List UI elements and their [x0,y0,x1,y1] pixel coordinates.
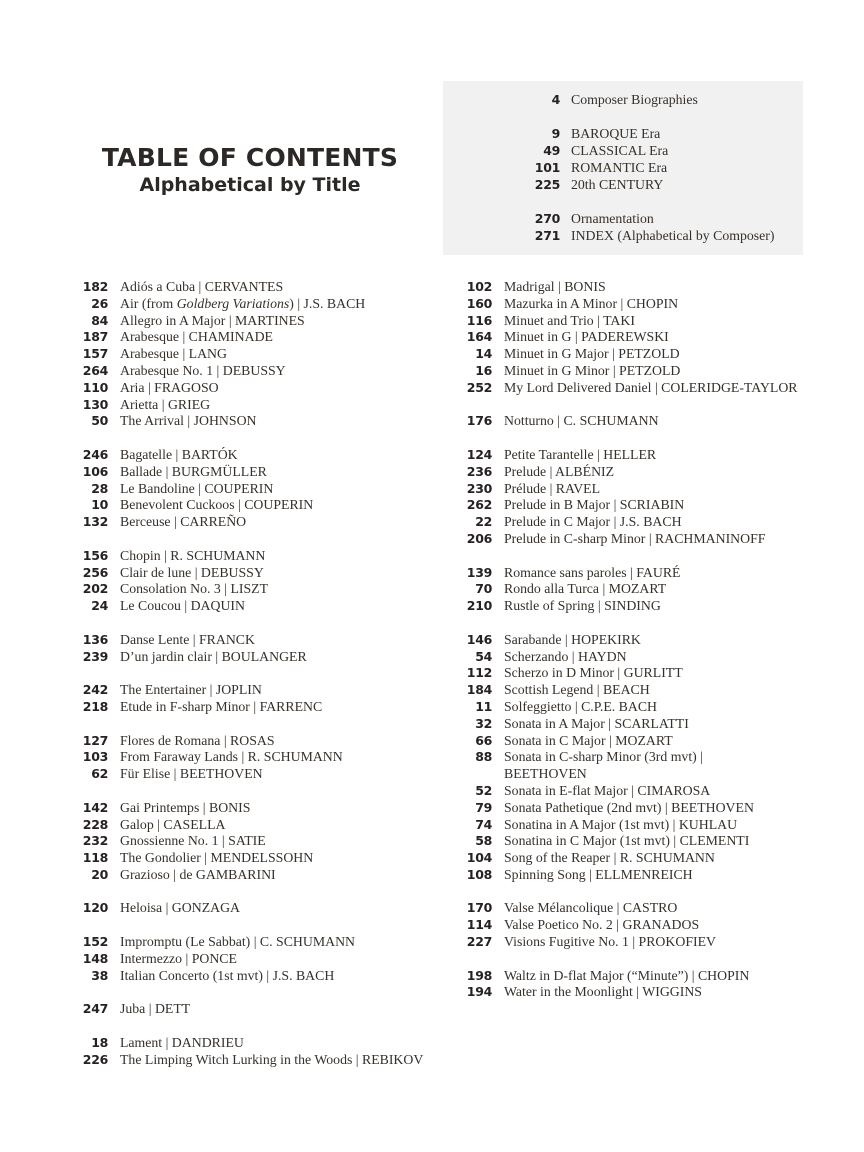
toc-entry [458,481,830,498]
entry-page-number: 18 [91,1034,108,1050]
entry-text: Arietta | GRIEG [120,396,211,412]
entry-page-number: 32 [475,715,492,731]
toc-entry [458,514,830,531]
toc-entry [74,464,440,481]
toc-entry [74,850,440,867]
toc-entry [458,716,830,733]
toc-column-left [74,279,440,1085]
entry-page-number: 58 [475,833,492,849]
entry-page-number: 116 [466,312,492,328]
toc-entry [458,632,830,649]
entry-page-number: 14 [475,346,492,362]
toc-entry [74,699,440,716]
toc-entry [458,833,830,850]
entry-text: Intermezzo | PONCE [120,950,237,966]
toc-entry [74,951,440,968]
entry-page-number: 120 [82,900,108,916]
toc-entry [458,682,830,699]
entry-page-number: 226 [82,1051,108,1067]
toc-entry [458,346,830,363]
entry-title-italic: Goldberg Variations [176,295,290,311]
entry-page-number: 170 [466,900,492,916]
entry-page-number: 38 [91,967,108,983]
toc-entry [74,329,440,346]
toc-entry [458,296,830,313]
overview-item [443,159,803,176]
toc-entry [458,279,830,296]
entry-text: Arabesque | CHAMINADE [120,329,273,345]
entry-text: Minuet in G Major | PETZOLD [504,346,680,362]
toc-entry [458,934,830,951]
toc-entry [74,598,440,615]
entry-text: Waltz in D-flat Major (“Minute”) | CHOPIN [504,967,750,983]
entry-text: Air (from Goldberg Variations) | J.S. BACH [120,295,366,311]
entry-text: Arabesque No. 1 | DEBUSSY [120,362,286,378]
entry-text: From Faraway Lands | R. SCHUMANN [120,749,343,765]
entry-page-number: 132 [82,514,108,530]
toc-entry [458,733,830,750]
entry-text: Sonata in E-flat Major | CIMAROSA [504,782,711,798]
toc-section [74,447,440,531]
entry-page-number: 22 [475,514,492,530]
toc-entry [74,1052,440,1069]
entry-page-number: 102 [466,279,492,294]
entry-page-number: 218 [82,698,108,714]
toc-entry [458,817,830,834]
toc-entry [74,733,440,750]
overview-page-number: 270 [534,211,560,226]
entry-text: D’un jardin clair | BOULANGER [120,648,307,664]
toc-entry [458,917,830,934]
entry-text: Prelude in B Major | SCRIABIN [504,497,685,513]
toc-entry [458,665,830,682]
toc-entry [74,800,440,817]
entry-page-number: 246 [82,446,108,462]
entry-page-number: 160 [466,295,492,311]
entry-page-number: 247 [82,1001,108,1017]
toc-entry [74,313,440,330]
entry-text: Grazioso | de GAMBARINI [120,866,276,882]
entry-page-number: 11 [475,698,492,714]
entry-page-number: 118 [82,850,108,866]
entry-text: Impromptu (Le Sabbat) | C. SCHUMANN [120,934,355,950]
toc-section [74,279,440,430]
toc-entry [74,514,440,531]
toc-entry [74,497,440,514]
toc-entry [458,649,830,666]
toc-section [458,900,830,950]
toc-entry [74,581,440,598]
entry-page-number: 198 [466,967,492,983]
entry-text: The Limping Witch Lurking in the Woods | REBIKOV [120,1051,424,1067]
entry-text: Berceuse | CARREÑO [120,514,247,530]
entry-page-number: 184 [466,682,492,698]
entry-text: Spinning Song | ELLMENREICH [504,866,693,882]
toc-entry [74,900,440,917]
toc-entry [458,464,830,481]
overview-label: 20th CENTURY [571,177,664,192]
entry-text: Rondo alla Turca | MOZART [504,581,667,597]
toc-section [74,900,440,917]
entry-text: Ballade | BURGMÜLLER [120,463,267,479]
entry-page-number: 146 [466,631,492,647]
entry-text: Sonatina in A Major (1st mvt) | KUHLAU [504,816,738,832]
entry-page-number: 152 [82,934,108,950]
entry-text: Sonatina in C Major (1st mvt) | CLEMENTI [504,833,750,849]
entry-text: Valse Poetico No. 2 | GRANADOS [504,917,700,933]
entry-text: Song of the Reaper | R. SCHUMANN [504,850,715,866]
toc-entry [458,565,830,582]
page-title: TABLE OF CONTENTS [101,143,399,172]
toc-entry [458,313,830,330]
entry-page-number: 112 [466,665,492,681]
entry-page-number: 236 [466,463,492,479]
entry-page-number: 164 [466,329,492,345]
entry-page-number: 256 [82,564,108,580]
toc-entry [458,413,830,430]
entry-text: Aria | FRAGOSO [120,379,219,395]
toc-entry [74,968,440,985]
entry-page-number: 26 [91,295,108,311]
toc-section [74,733,440,783]
entry-text: Minuet and Trio | TAKI [504,312,635,328]
entry-page-number: 157 [82,346,108,362]
entry-page-number: 20 [91,866,108,882]
toc-entry [74,481,440,498]
toc-entry [74,632,440,649]
entry-page-number: 202 [82,581,108,597]
entry-text: Für Elise | BEETHOVEN [120,766,263,782]
entry-text: Mazurka in A Minor | CHOPIN [504,295,679,311]
overview-item [443,176,803,193]
toc-entry [458,329,830,346]
toc-section [458,968,830,1002]
toc-entry [74,867,440,884]
toc-entry [458,783,830,800]
entry-page-number: 182 [82,279,108,294]
entry-text: Sonata in C Major | MOZART [504,732,673,748]
overview-page-number: 49 [543,143,560,158]
entry-page-number: 104 [466,850,492,866]
entry-page-number: 228 [82,816,108,832]
entry-page-number: 227 [466,934,492,950]
toc-section [458,565,830,615]
page-subtitle: Alphabetical by Title [139,174,361,196]
entry-text: Allegro in A Major | MARTINES [120,312,305,328]
overview-group [443,91,803,108]
entry-page-number: 108 [466,866,492,882]
entry-page-number: 130 [82,396,108,412]
entry-page-number: 70 [475,581,492,597]
overview-label: CLASSICAL Era [571,143,669,158]
entry-page-number: 156 [82,547,108,563]
toc-entry [458,531,830,548]
entry-page-number: 206 [466,530,492,546]
entry-page-number: 106 [82,463,108,479]
toc-entry [74,380,440,397]
entry-text: Chopin | R. SCHUMANN [120,547,266,563]
toc-entry [74,413,440,430]
entry-page-number: 62 [91,766,108,782]
toc-entry [458,363,830,380]
entry-page-number: 114 [466,917,492,933]
overview-label: BAROQUE Era [571,126,661,141]
toc-entry [458,749,830,783]
entry-page-number: 54 [475,648,492,664]
entry-text: Benevolent Cuckoos | COUPERIN [120,497,314,513]
entry-text: My Lord Delivered Daniel | COLERIDGE-TAYLOR [504,379,798,395]
entry-text: Gai Printemps | BONIS [120,799,251,815]
entry-page-number: 136 [82,631,108,647]
overview-group [443,125,803,193]
entry-text: Danse Lente | FRANCK [120,631,255,647]
entry-text: Minuet in G Minor | PETZOLD [504,362,681,378]
entry-text: Valse Mélancolique | CASTRO [504,900,678,916]
toc-column-right [458,279,830,1018]
overview-label: Ornamentation [571,211,654,226]
entry-page-number: 74 [475,816,492,832]
overview-group [443,210,803,244]
toc-section [74,682,440,716]
toc-section [458,279,830,397]
entry-text: Flores de Romana | ROSAS [120,732,275,748]
entry-text: The Gondolier | MENDELSSOHN [120,850,314,866]
entry-page-number: 24 [91,598,108,614]
entry-page-number: 84 [91,312,108,328]
entry-text: Gnossienne No. 1 | SATIE [120,833,266,849]
entry-page-number: 52 [475,782,492,798]
overview-label: INDEX (Alphabetical by Composer) [571,228,775,243]
overview-label: Composer Biographies [571,92,698,107]
entry-text: Solfeggietto | C.P.E. BACH [504,698,658,714]
entry-page-number: 79 [475,799,492,815]
overview-page-number: 4 [551,92,560,107]
entry-text: Notturno | C. SCHUMANN [504,413,659,429]
toc-entry [458,598,830,615]
entry-page-number: 142 [82,799,108,815]
overview-page-number: 101 [534,160,560,175]
entry-text: Consolation No. 3 | LISZT [120,581,269,597]
toc-entry [74,1001,440,1018]
toc-section [74,934,440,984]
entry-text: Prelude in C-sharp Minor | RACHMANINOFF [504,530,766,546]
entry-text: Rustle of Spring | SINDING [504,598,661,614]
entry-text: Prelude | ALBÉNIZ [504,463,615,479]
overview-item [443,142,803,159]
toc-entry [74,565,440,582]
entry-text: Arabesque | LANG [120,346,227,362]
overview-label: ROMANTIC Era [571,160,668,175]
entry-page-number: 187 [82,329,108,345]
entry-text: Water in the Moonlight | WIGGINS [504,984,702,1000]
entry-page-number: 230 [466,480,492,496]
entry-page-number: 176 [466,413,492,429]
entry-text: Sonata Pathetique (2nd mvt) | BEETHOVEN [504,799,754,815]
entry-text: Prélude | RAVEL [504,480,601,496]
toc-entry [74,1035,440,1052]
toc-entry [74,548,440,565]
toc-entry [74,346,440,363]
entry-text: Sonata in C-sharp Minor (3rd mvt) | BEETHOVEN [504,749,703,782]
toc-entry [458,800,830,817]
toc-entry [74,934,440,951]
entry-text: Juba | DETT [120,1001,191,1017]
entry-text: The Entertainer | JOPLIN [120,682,262,698]
entry-text: Etude in F-sharp Minor | FARRENC [120,698,323,714]
toc-section [74,1035,440,1069]
entry-text: Clair de lune | DEBUSSY [120,564,264,580]
entry-text: Prelude in C Major | J.S. BACH [504,514,682,530]
entry-page-number: 242 [82,682,108,698]
toc-entry [74,363,440,380]
overview-box [443,81,803,255]
toc-entry [74,682,440,699]
overview-item [443,125,803,142]
entry-page-number: 194 [466,984,492,1000]
toc-entry [74,817,440,834]
toc-entry [458,850,830,867]
toc-entry [74,766,440,783]
toc-entry [458,581,830,598]
entry-page-number: 110 [82,379,108,395]
toc-entry [458,497,830,514]
entry-text: Scherzo in D Minor | GURLITT [504,665,683,681]
entry-page-number: 232 [82,833,108,849]
entry-text: Scottish Legend | BEACH [504,682,650,698]
title-block [78,144,422,196]
entry-text: Visions Fugitive No. 1 | PROKOFIEV [504,934,716,950]
overview-page-number: 225 [534,177,560,192]
toc-entry [458,380,830,397]
toc-entry [74,279,440,296]
toc-section [74,548,440,615]
toc-section [458,632,830,884]
entry-text: Le Coucou | DAQUIN [120,598,245,614]
toc-entry [458,699,830,716]
entry-text: Sarabande | HOPEKIRK [504,631,641,647]
entry-page-number: 50 [91,413,108,429]
toc-section [458,447,830,548]
entry-page-number: 148 [82,950,108,966]
overview-page-number: 9 [551,126,560,141]
entry-text: Adiós a Cuba | CERVANTES [120,279,284,294]
entry-page-number: 103 [82,749,108,765]
entry-page-number: 16 [475,362,492,378]
toc-entry [458,984,830,1001]
entry-page-number: 252 [466,379,492,395]
toc-entry [74,296,440,313]
entry-text: Lament | DANDRIEU [120,1034,244,1050]
toc-section [74,632,440,666]
entry-text: Le Bandoline | COUPERIN [120,480,274,496]
entry-page-number: 124 [466,446,492,462]
entry-page-number: 66 [475,732,492,748]
entry-page-number: 262 [466,497,492,513]
overview-page-number: 271 [534,228,560,243]
overview-item [443,91,803,108]
toc-entry [458,447,830,464]
entry-page-number: 264 [82,362,108,378]
entry-text: Romance sans paroles | FAURÉ [504,564,681,580]
toc-entry [458,900,830,917]
entry-page-number: 127 [82,732,108,748]
toc-entry [458,968,830,985]
overview-item [443,227,803,244]
toc-entry [74,833,440,850]
toc-entry [74,397,440,414]
toc-section [74,1001,440,1018]
toc-entry [74,749,440,766]
entry-text: Madrigal | BONIS [504,279,606,294]
entry-page-number: 139 [466,564,492,580]
entry-page-number: 239 [82,648,108,664]
entry-text: Minuet in G | PADEREWSKI [504,329,669,345]
entry-text: Scherzando | HAYDN [504,648,627,664]
entry-text: Sonata in A Major | SCARLATTI [504,715,689,731]
entry-text: The Arrival | JOHNSON [120,413,257,429]
entry-page-number: 88 [475,749,492,765]
entry-page-number: 28 [91,480,108,496]
entry-text: Petite Tarantelle | HELLER [504,446,657,462]
toc-entry [74,447,440,464]
entry-text: Heloisa | GONZAGA [120,900,241,916]
entry-text: Italian Concerto (1st mvt) | J.S. BACH [120,967,335,983]
toc-entry [458,867,830,884]
entry-text: Galop | CASELLA [120,816,226,832]
overview-item [443,210,803,227]
entry-page-number: 210 [466,598,492,614]
entry-page-number: 10 [91,497,108,513]
toc-section [458,413,830,430]
toc-entry [74,649,440,666]
toc-section [74,800,440,884]
entry-text: Bagatelle | BARTÓK [120,446,238,462]
